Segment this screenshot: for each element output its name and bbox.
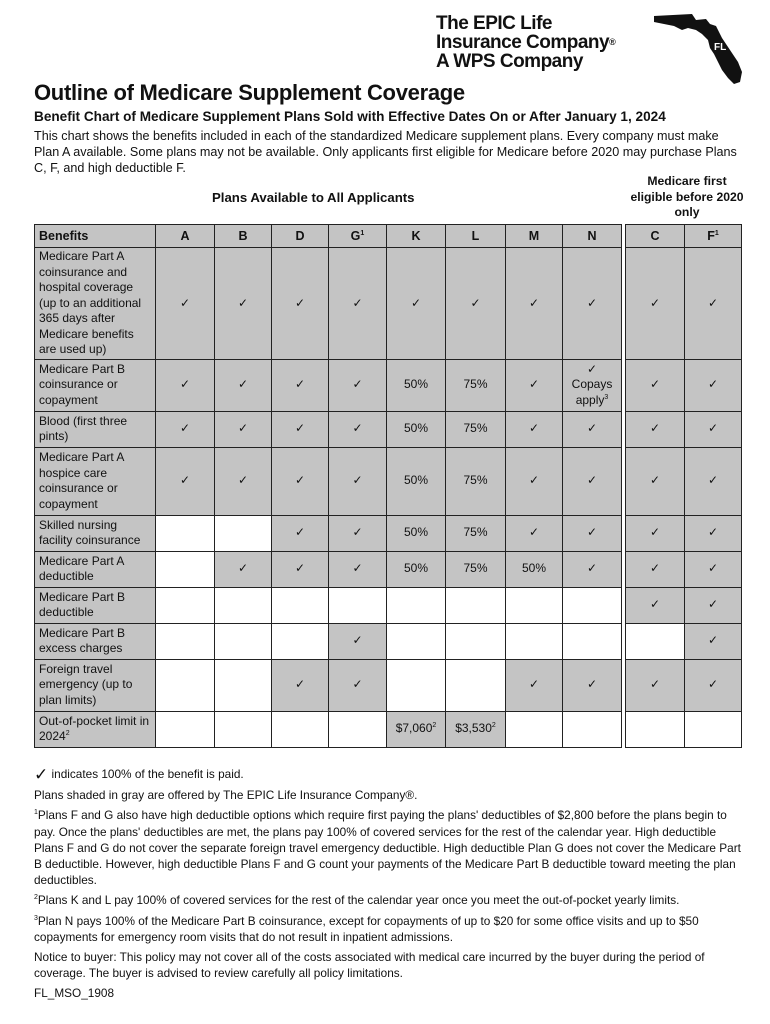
plan-header-f: $F^1$ [685, 225, 742, 248]
plan-cell-c: ✓ [626, 515, 685, 551]
state-label: FL [714, 42, 727, 53]
benefit-label: Medicare Part A deductible [35, 551, 156, 587]
plan-header-l: L [446, 225, 506, 248]
benefit-label: Medicare Part B deductible [35, 587, 156, 623]
benefit-label: Medicare Part B excess charges [35, 623, 156, 659]
plan-cell-f: ✓ [685, 551, 742, 587]
plan-cell-f: ✓ [685, 587, 742, 623]
plan-cell-n [563, 587, 622, 623]
plan-cell-a [156, 551, 215, 587]
footnote-1: $^1$Plans F and G also have high deductible options which require first paying the plans' deductibles of $2,800 before the plans begin to pay. Once the plans' deductibles are met, the plans pay 100% of covered services for the rest of the calendar year. High deductible Plans F and G do not cover the separate foreign travel emergency deductible. High deductible Plan G does not cover the Medicare Part B deductible. However, high deductible Plans F and G count your payments of the Medicare Part B deductible toward meeting the plan deductibles. [34, 808, 741, 888]
plan-cell-d: ✓ [272, 447, 329, 515]
plan-header-k: K [387, 225, 446, 248]
plan-cell-k [387, 587, 446, 623]
plan-cell-f: ✓ [685, 248, 742, 360]
plan-cell-b: ✓ [215, 447, 272, 515]
plan-header-g: $G^1$ [329, 225, 387, 248]
plan-cell-l [446, 623, 506, 659]
check-legend: ✓ indicates 100% of the benefit is paid. [34, 765, 244, 784]
plan-cell-b [215, 623, 272, 659]
plan-cell-n [563, 623, 622, 659]
benefit-chart-table [34, 224, 742, 748]
plan-cell-d [272, 623, 329, 659]
plan-cell-g [329, 587, 387, 623]
plan-header-d: D [272, 225, 329, 248]
plan-cell-m [506, 623, 563, 659]
plan-cell-m: ✓ [506, 248, 563, 360]
plan-cell-m: ✓ [506, 411, 563, 447]
table-row [35, 411, 742, 447]
plan-cell-a: ✓ [156, 359, 215, 411]
plan-cell-k: ✓ [387, 248, 446, 360]
benefit-label: Medicare Part B coinsurance or copayment [35, 359, 156, 411]
plan-cell-a: ✓ [156, 248, 215, 360]
plan-cell-a [156, 659, 215, 711]
plan-cell-c: ✓ [626, 587, 685, 623]
plan-cell-a: ✓ [156, 411, 215, 447]
plan-cell-d [272, 587, 329, 623]
plan-cell-c [626, 623, 685, 659]
plan-cell-l [446, 659, 506, 711]
plan-cell-n: ✓ Copays apply$^3$ [563, 359, 622, 411]
plan-cell-f: ✓ [685, 659, 742, 711]
benefit-label: Skilled nursing facility coinsurance [35, 515, 156, 551]
plan-cell-m [506, 587, 563, 623]
plan-cell-m: ✓ [506, 659, 563, 711]
plan-cell-a [156, 587, 215, 623]
plan-cell-c: ✓ [626, 447, 685, 515]
footnote-3: $^3$Plan N pays 100% of the Medicare Part B coinsurance, except for copayments of up to $20 for some office visits and up to $50 copayments for emergency room visits that do not result in inpatient admissions. [34, 913, 699, 944]
plan-cell-l: 75% [446, 359, 506, 411]
company-name-line2: Insurance Company® [436, 32, 616, 53]
plan-cell-f: ✓ [685, 359, 742, 411]
benefit-label: Medicare Part A coinsurance and hospital coverage (up to an additional 365 days after Medicare benefits are used up) [35, 248, 156, 360]
table-row [35, 711, 742, 747]
plan-cell-l [446, 587, 506, 623]
plan-cell-k [387, 659, 446, 711]
plan-cell-b: ✓ [215, 411, 272, 447]
plan-cell-n: ✓ [563, 515, 622, 551]
gray-shade-note: Plans shaded in gray are offered by The EPIC Life Insurance Company®. [34, 788, 418, 803]
plan-cell-b [215, 659, 272, 711]
plan-cell-d [272, 711, 329, 747]
plan-cell-b: ✓ [215, 359, 272, 411]
plan-cell-a: ✓ [156, 447, 215, 515]
notice-to-buyer: Notice to buyer: This policy may not cover all of the costs associated with medical care incurred by the buyer during the period of coverage. The buyer is advised to review carefully all policy limitations. [34, 950, 705, 981]
table-row [35, 359, 742, 411]
plan-cell-c: ✓ [626, 411, 685, 447]
plan-cell-d: ✓ [272, 659, 329, 711]
plan-header-n: N [563, 225, 622, 248]
plan-cell-m: ✓ [506, 359, 563, 411]
plan-cell-k [387, 623, 446, 659]
plan-header-a: A [156, 225, 215, 248]
plan-cell-n: ✓ [563, 248, 622, 360]
plan-cell-k: 50% [387, 551, 446, 587]
plan-cell-g: ✓ [329, 515, 387, 551]
plan-header-b: B [215, 225, 272, 248]
plan-cell-f: ✓ [685, 447, 742, 515]
plan-cell-c: ✓ [626, 359, 685, 411]
plan-cell-g [329, 711, 387, 747]
plan-header-c: C [626, 225, 685, 248]
page-subtitle: Benefit Chart of Medicare Supplement Plans Sold with Effective Dates On or After January 1, 2024 [34, 109, 666, 124]
company-name-line1: The EPIC Life [436, 13, 552, 34]
plan-cell-a [156, 711, 215, 747]
plan-cell-g: ✓ [329, 359, 387, 411]
benefit-label: Out-of-pocket limit in 2024$^2$ [35, 711, 156, 747]
plan-cell-k: 50% [387, 515, 446, 551]
plan-cell-c: ✓ [626, 659, 685, 711]
check-mark-icon: ✓ [34, 765, 49, 784]
plan-cell-l: $3,530$^2$ [446, 711, 506, 747]
plan-cell-g: ✓ [329, 551, 387, 587]
benefit-label: Medicare Part A hospice care coinsurance or copayment [35, 447, 156, 515]
plan-cell-k: $7,060$^2$ [387, 711, 446, 747]
plan-cell-d: ✓ [272, 359, 329, 411]
before-2020-heading: Medicare first eligible before 2020 only [630, 174, 744, 219]
plan-cell-d: ✓ [272, 411, 329, 447]
plan-cell-g: ✓ [329, 659, 387, 711]
plans-all-applicants-heading: Plans Available to All Applicants [212, 190, 415, 205]
plan-cell-k: 50% [387, 447, 446, 515]
page-title: Outline of Medicare Supplement Coverage [34, 80, 465, 105]
table-row [35, 515, 742, 551]
plan-cell-n: ✓ [563, 659, 622, 711]
plan-cell-g: ✓ [329, 248, 387, 360]
table-header [35, 225, 742, 248]
plan-cell-k: 50% [387, 359, 446, 411]
plan-cell-f: ✓ [685, 411, 742, 447]
plan-cell-m: 50% [506, 551, 563, 587]
table-row [35, 659, 742, 711]
plan-cell-g: ✓ [329, 411, 387, 447]
plan-cell-n: ✓ [563, 447, 622, 515]
plan-cell-l: 75% [446, 515, 506, 551]
plan-cell-f: ✓ [685, 515, 742, 551]
plan-cell-l: 75% [446, 447, 506, 515]
plan-header-m: M [506, 225, 563, 248]
intro-paragraph: This chart shows the benefits included in each of the standardized Medicare supplement plans. Every company must make Plan A available. Some plans may not be available. Only applicants first eligible for Medicare before 2020 may purchase Plans C, F, and high deductible F. [34, 129, 737, 175]
florida-map-icon [652, 10, 748, 86]
plan-cell-c: ✓ [626, 551, 685, 587]
form-id: FL_MSO_1908 [34, 986, 115, 1001]
plan-cell-d: ✓ [272, 248, 329, 360]
plan-cell-d: ✓ [272, 551, 329, 587]
plan-cell-b [215, 711, 272, 747]
plan-cell-b: ✓ [215, 248, 272, 360]
plan-cell-b: ✓ [215, 551, 272, 587]
plan-cell-m: ✓ [506, 515, 563, 551]
plan-cell-m [506, 711, 563, 747]
plan-cell-a [156, 515, 215, 551]
plan-cell-b [215, 587, 272, 623]
plan-cell-a [156, 623, 215, 659]
plan-cell-m: ✓ [506, 447, 563, 515]
table-row [35, 551, 742, 587]
footnote-2: $^2$Plans K and L pay 100% of covered services for the rest of the calendar year once you meet the out-of-pocket yearly limits. [34, 893, 680, 908]
company-name-line3: A WPS Company [436, 51, 583, 72]
footnotes [34, 766, 746, 1006]
plan-cell-f [685, 711, 742, 747]
table-row [35, 623, 742, 659]
benefit-label: Blood (first three pints) [35, 411, 156, 447]
plan-cell-c: ✓ [626, 248, 685, 360]
plan-cell-c [626, 711, 685, 747]
plan-cell-n: ✓ [563, 411, 622, 447]
plan-cell-l: ✓ [446, 248, 506, 360]
table-body [35, 248, 742, 748]
plan-cell-f: ✓ [685, 623, 742, 659]
plan-cell-l: 75% [446, 411, 506, 447]
benefits-column-header: Benefits [35, 225, 156, 248]
benefit-label: Foreign travel emergency (up to plan limits) [35, 659, 156, 711]
plan-cell-b [215, 515, 272, 551]
plan-cell-g: ✓ [329, 623, 387, 659]
company-logo [436, 14, 646, 71]
plan-cell-l: 75% [446, 551, 506, 587]
table-row [35, 587, 742, 623]
table-row [35, 447, 742, 515]
plan-cell-d: ✓ [272, 515, 329, 551]
plan-cell-k: 50% [387, 411, 446, 447]
plan-cell-g: ✓ [329, 447, 387, 515]
plan-cell-n: ✓ [563, 551, 622, 587]
plan-cell-n [563, 711, 622, 747]
table-row [35, 248, 742, 360]
